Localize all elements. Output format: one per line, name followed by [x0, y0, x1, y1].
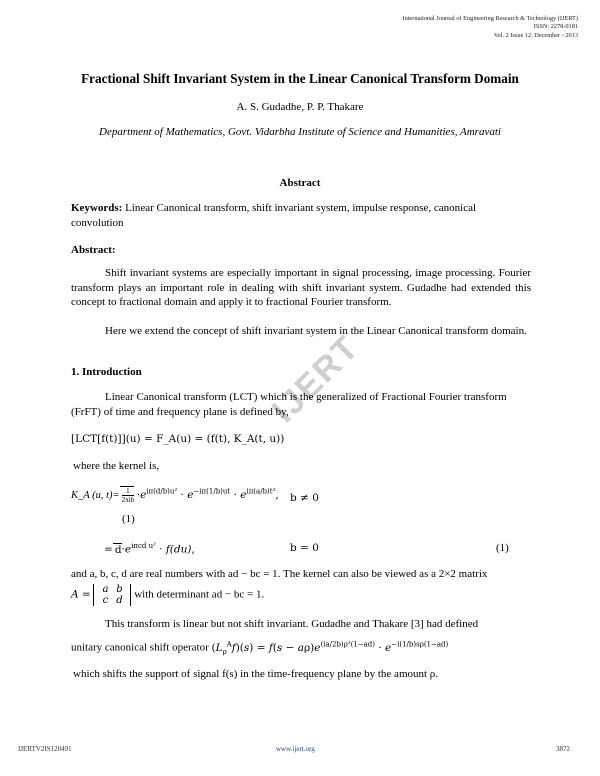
kernel-root: $\frac{1}{\text{2πib}}$: [121, 487, 135, 504]
matrix-suffix: with determinant ad − bc = 1.: [134, 588, 265, 601]
paper-authors: A. S. Gudadhe, P. P. Thakare: [236, 101, 364, 113]
journal-volume: Vol. 2 Issue 12, December - 2013: [493, 31, 578, 39]
shift-operator-equation: $(L_\rho^Af)(s) = f(s - a\rho)e^{(ia/2b)\rho^2(1-ad)} \cdot e^{-i(1/b)s\rho(1-ad)}$: [211, 640, 449, 656]
footer-paper-id: IJERTV2IS120491: [18, 745, 72, 753]
abstract-heading: Abstract: [279, 177, 321, 189]
journal-header: [403, 15, 579, 40]
keywords: [71, 201, 531, 230]
equation-number-a: (1): [122, 513, 135, 525]
paper-affiliation: Department of Mathematics, Govt. Vidarbha Institute of Science and Humanities, Amravati: [99, 126, 501, 138]
condition-b-nonzero: b ≠ 0: [290, 492, 319, 504]
matrix-A: [93, 584, 131, 606]
kernel-equation-b-zero: = $d\cdot e^{i\pi cd u^2} \cdot f(du)$,: [104, 542, 195, 556]
journal-issn: ISSN: 2278-0181: [533, 23, 578, 31]
matrix-a: a: [102, 584, 109, 595]
ijert-watermark: IJERT: [264, 328, 367, 431]
linear-paragraph-2: unitary canonical shift operator: [71, 641, 209, 654]
matrix-prefix: A =: [71, 588, 91, 601]
condition-b-zero: b = 0: [290, 542, 319, 554]
parameters-text: and a, b, c, d are real numbers with ad − bc = 1. The kernel can also be viewed as a 2×2 matrix: [71, 568, 488, 580]
matrix-d: d: [116, 595, 123, 606]
footer-website-link[interactable]: www.ijert.org: [276, 745, 315, 753]
abstract-label: Abstract:: [71, 244, 116, 256]
abstract-paragraph-2: Here we extend the concept of shift invariant system in the Linear Canonical transform domain.: [105, 325, 527, 337]
kernel-intro-text: where the kernel is,: [73, 460, 160, 472]
keywords-label: Keywords:: [71, 202, 123, 214]
equation-number-b: (1): [496, 542, 509, 554]
kernel-equation: [71, 486, 279, 504]
paper-title: Fractional Shift Invariant System in the Linear Canonical Transform Domain: [81, 71, 519, 86]
kernel-exponentials: $\cdot e^{i\pi(d/b)u^2} \cdot e^{-i\pi(1/b)ut} \cdot e^{i\pi(a/b)t^2}$,: [136, 487, 279, 501]
matrix-c: c: [102, 595, 109, 606]
journal-name: International Journal of Engineering Research & Technology (IJERT): [402, 15, 578, 22]
matrix-b: b: [116, 584, 123, 595]
shift-support-text: which shifts the support of signal f(s) in the time-frequency plane by the amount ρ.: [73, 668, 439, 680]
shift-operator-line: [71, 640, 448, 656]
lct-definition-equation: [LCT[f(t)]](u) = F_A(u) = (f(t), K_A(t, u)): [71, 433, 285, 445]
introduction-heading: 1. Introduction: [71, 366, 142, 378]
kernel-lhs: K_A (u, t)=: [71, 489, 120, 501]
matrix-line: [71, 584, 264, 606]
abstract-paragraph-1: Shift invariant systems are especially important in signal processing, image processing. Fourier transform plays an important role in dealing with shift invariant system. Gudadhe had extended this concept to fractional domain and apply it to fractional Fourier transform.: [71, 267, 531, 309]
keywords-text: Linear Canonical transform, shift invariant system, impulse response, canonical convolution: [71, 202, 477, 229]
introduction-paragraph: Linear Canonical transform (LCT) which is the generalized of Fractional Fourier transform (FrFT) of time and frequency plane is defined by,: [71, 391, 507, 418]
footer-page-number: 3872: [556, 745, 570, 753]
linear-paragraph-1: This transform is linear but not shift invariant. Gudadhe and Thakare [3] had defined: [105, 618, 479, 630]
